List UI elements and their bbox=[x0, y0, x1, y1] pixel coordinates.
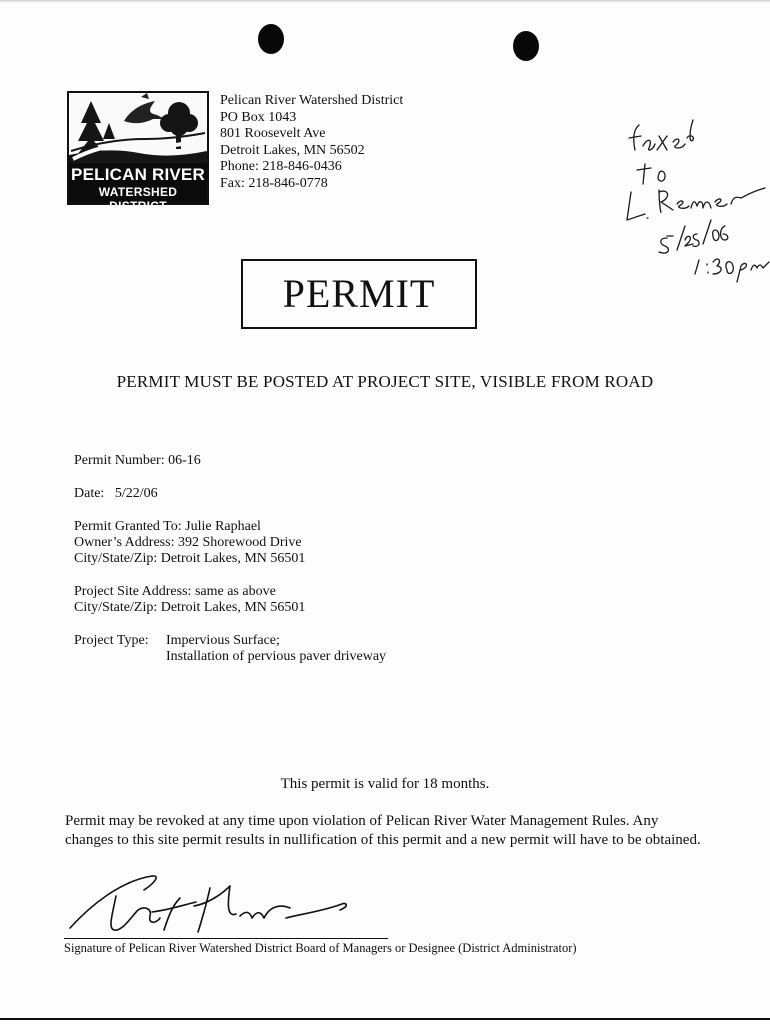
granted-to-label: Permit Granted To: bbox=[74, 519, 182, 534]
date-row bbox=[74, 486, 158, 502]
owner-address-value: 392 Shorewood Drive bbox=[177, 535, 302, 550]
logo-wordmark bbox=[69, 163, 207, 213]
owner-city-row bbox=[74, 551, 305, 567]
granted-to-value: Julie Raphael bbox=[185, 519, 261, 534]
permit-number-value: 06-16 bbox=[168, 453, 201, 468]
site-city-label: City/State/Zip: bbox=[74, 600, 158, 615]
site-city-row bbox=[74, 600, 305, 616]
project-type-label: Project Type: bbox=[74, 633, 149, 648]
validity-statement: This permit is valid for 18 months. bbox=[280, 776, 490, 792]
site-city-value: Detroit Lakes, MN 56501 bbox=[160, 600, 306, 615]
logo-line-2: WATERSHED DISTRICT bbox=[98, 185, 178, 213]
date-label: Date: bbox=[74, 486, 105, 501]
signature-line bbox=[64, 938, 388, 939]
owner-city-label: City/State/Zip: bbox=[74, 551, 158, 566]
project-type-row bbox=[74, 633, 149, 649]
owner-address-label: Owner’s Address: bbox=[74, 535, 175, 550]
project-type-line-2: Installation of pervious paver driveway bbox=[166, 649, 387, 664]
date-value: 5/22/06 bbox=[114, 486, 158, 501]
revocation-statement: Permit may be revoked at any time upon violation of Pelican River Water Management Rules. Any changes to this site permit results in nullification of this permit and a new permit will have to be obtained. bbox=[65, 813, 701, 848]
logo-landscape-icon bbox=[69, 93, 207, 163]
logo-line-1: PELICAN RIVER bbox=[71, 165, 205, 184]
city-state-zip: Detroit Lakes, MN 56502 bbox=[220, 142, 365, 158]
punch-hole-right bbox=[513, 31, 539, 61]
org-name: Pelican River Watershed District bbox=[220, 93, 404, 108]
granted-to-row bbox=[74, 519, 261, 535]
signature-caption: Signature of Pelican River Watershed District Board of Managers or Designee (District Administrator) bbox=[64, 941, 577, 955]
owner-address-row bbox=[74, 535, 302, 551]
permit-title: PERMIT bbox=[282, 271, 436, 316]
site-address-value: same as above bbox=[194, 584, 276, 599]
fax-number: Fax: 218-846-0778 bbox=[220, 175, 328, 191]
permit-number-row bbox=[74, 453, 201, 469]
letterhead-address bbox=[220, 93, 403, 192]
street-address: 801 Roosevelt Ave bbox=[220, 126, 326, 141]
scan-edge-bottom bbox=[0, 1018, 770, 1020]
punch-hole-left bbox=[258, 24, 284, 54]
permit-number-label: Permit Number: bbox=[74, 453, 165, 468]
administrator-signature bbox=[60, 866, 360, 946]
permit-title-box bbox=[241, 259, 477, 329]
project-type-line-1: Impervious Surface; bbox=[166, 633, 280, 648]
handwritten-fax-note bbox=[615, 110, 770, 290]
phone-number: Phone: 218-846-0436 bbox=[220, 159, 342, 174]
site-address-label: Project Site Address: bbox=[74, 584, 192, 599]
posting-notice: PERMIT MUST BE POSTED AT PROJECT SITE, VISIBLE FROM ROAD bbox=[116, 372, 654, 391]
district-logo bbox=[67, 91, 209, 213]
po-box: PO Box 1043 bbox=[220, 109, 297, 125]
scan-edge bbox=[0, 0, 770, 3]
owner-city-value: Detroit Lakes, MN 56501 bbox=[160, 551, 306, 566]
site-address-row bbox=[74, 584, 276, 600]
